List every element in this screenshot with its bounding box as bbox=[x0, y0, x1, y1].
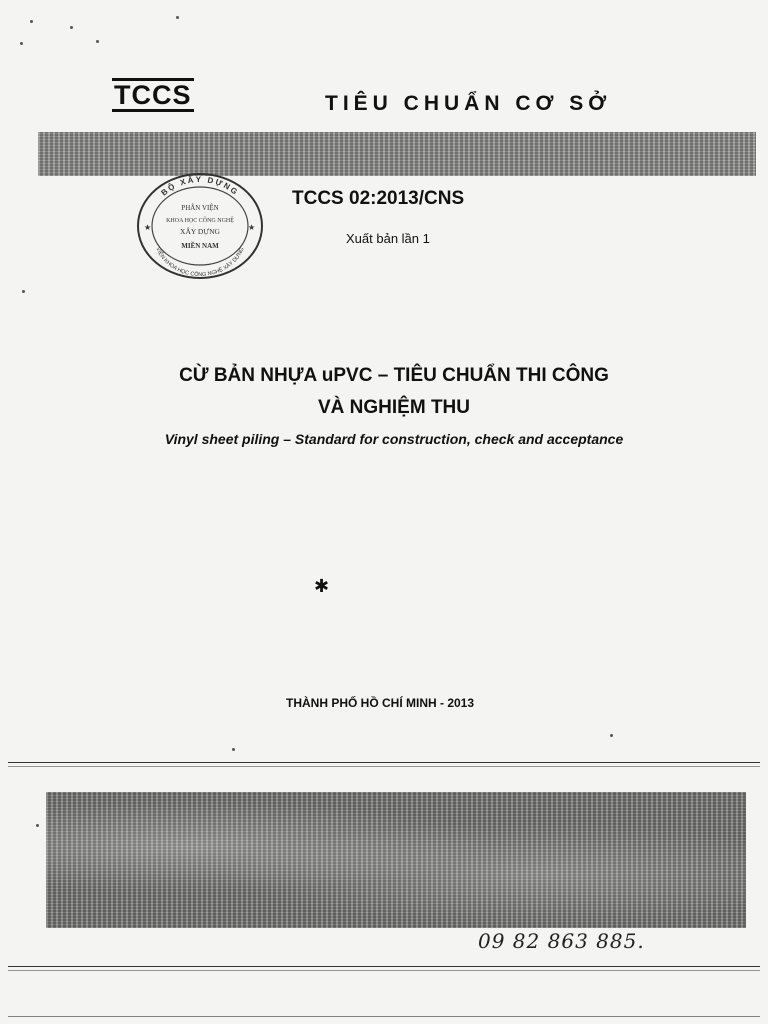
stamp-line3: XÂY DỰNG bbox=[180, 227, 220, 236]
stamp-bottom-text: VIỆN KHOA HỌC CÔNG NGHỆ XÂY DỰNG bbox=[154, 246, 246, 279]
scan-speck bbox=[22, 290, 25, 293]
place-year: THÀNH PHỐ HỒ CHÍ MINH - 2013 bbox=[286, 696, 475, 710]
ornament-star-icon: ✱ bbox=[314, 576, 330, 596]
scan-speck bbox=[176, 16, 179, 19]
scan-speck bbox=[20, 42, 23, 45]
scan-speck bbox=[30, 20, 33, 23]
scan-speck bbox=[36, 824, 39, 827]
stamp-star-left-icon: ★ bbox=[144, 223, 152, 232]
title-line-1: CỪ BẢN NHỰA uPVC – TIÊU CHUẨN THI CÔNG bbox=[179, 365, 609, 386]
divider-lower bbox=[8, 966, 760, 967]
header-title: TIÊU CHUẨN CƠ SỞ bbox=[325, 92, 612, 115]
svg-text:VIỆN KHOA HỌC CÔNG NGHỆ XÂY DỰ bbox=[154, 247, 245, 278]
divider-upper-faint bbox=[8, 766, 760, 767]
stamp-line2: KHOA HỌC CÔNG NGHỆ bbox=[166, 218, 234, 224]
scan-speck bbox=[610, 734, 613, 737]
stamp-line1: PHÂN VIỆN bbox=[181, 204, 219, 212]
document-code: TCCS 02:2013/CNS bbox=[292, 188, 465, 209]
divider-lower-faint bbox=[8, 970, 760, 971]
scan-speck bbox=[70, 26, 73, 29]
scan-speck bbox=[232, 748, 235, 751]
handwritten-phone: 09 82 863 885. bbox=[478, 929, 645, 953]
document-title bbox=[84, 360, 704, 424]
footer-band bbox=[46, 792, 746, 928]
document-subtitle: Vinyl sheet piling – Standard for construction, check and acceptance bbox=[164, 431, 624, 447]
edition-label: Xuất bản lần 1 bbox=[346, 231, 430, 246]
stamp-top-text: BỘ XÂY DỰNG bbox=[159, 174, 241, 198]
stamp-line4: MIỀN NAM bbox=[181, 242, 219, 250]
tccs-logo-text: TCCS bbox=[114, 80, 192, 110]
institute-stamp bbox=[132, 170, 268, 282]
divider-upper bbox=[8, 762, 760, 763]
divider-bottom bbox=[8, 1016, 760, 1017]
stamp-star-right-icon: ★ bbox=[248, 223, 256, 232]
scan-speck bbox=[96, 40, 99, 43]
title-line-2: VÀ NGHIỆM THU bbox=[318, 397, 470, 418]
